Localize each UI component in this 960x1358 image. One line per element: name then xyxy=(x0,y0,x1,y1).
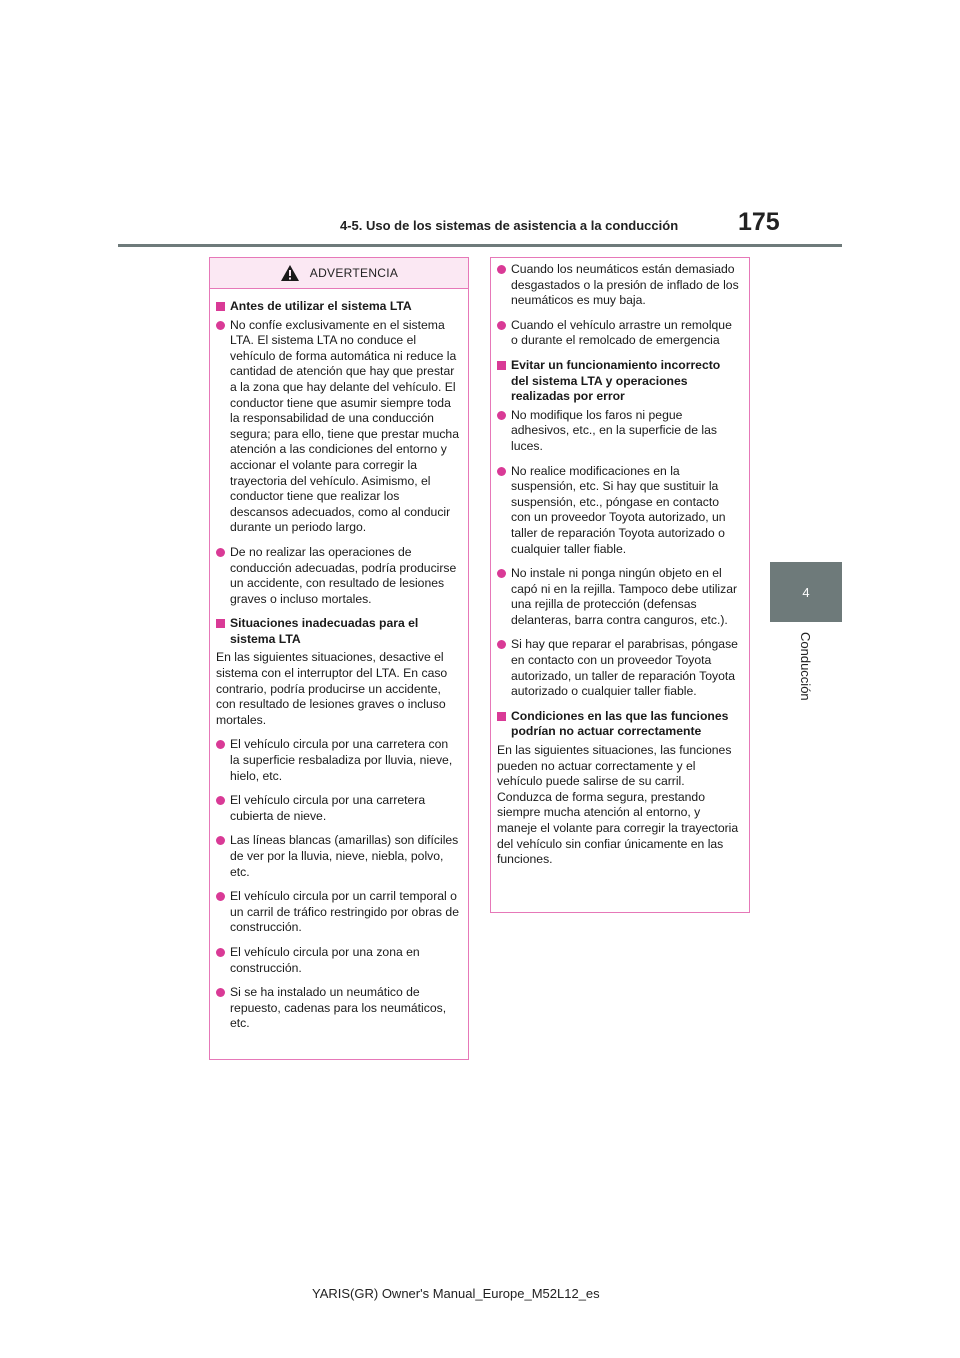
section-heading: Situaciones inadecuadas para el sistema LTA xyxy=(216,616,460,647)
bullet-item: El vehículo circula por una zona en construcción. xyxy=(216,945,460,976)
footer-manual-id: YARIS(GR) Owner's Manual_Europe_M52L12_es xyxy=(312,1286,600,1301)
chapter-tab xyxy=(770,562,842,622)
bullet-item: No confíe exclusivamente en el sistema LTA. El sistema LTA no conduce el vehículo de forma automática ni reduce la cantidad de atención que hay que prestar a la zona que hay delante del vehículo. El conductor tiene que asumir siempre toda la responsabilidad de una conducción segura; para ello, tiene que prestar mucha atención a las condiciones del entorno y accionar el volante para corregir la trayectoria del vehículo. Asimismo, el conductor tiene que realizar los descansos adecuados, como al conducir durante un periodo largo. xyxy=(216,318,460,536)
section-heading: Antes de utilizar el sistema LTA xyxy=(216,299,460,315)
section-title: 4-5. Uso de los sistemas de asistencia a la conducción xyxy=(340,218,679,233)
header-rule xyxy=(118,244,842,247)
page-number: 175 xyxy=(738,208,780,236)
warning-box-left xyxy=(209,257,469,1060)
bullet-item: No modifique los faros ni pegue adhesivos, etc., en la superficie de las luces. xyxy=(497,408,741,455)
warning-triangle-icon xyxy=(280,264,300,282)
section-heading: Condiciones en las que las funciones podrían no actuar correctamente xyxy=(497,709,741,740)
warning-box-right xyxy=(490,257,750,913)
bullet-item: Cuando el vehículo arrastre un remolque o durante el remolcado de emergencia xyxy=(497,318,741,349)
section-heading: Evitar un funcionamiento incorrecto del sistema LTA y operaciones realizadas por error xyxy=(497,358,741,405)
paragraph: En las siguientes situaciones, las funciones pueden no actuar correctamente y el vehículo puede salirse de su carril. Conduzca de forma segura, prestando siempre mucha atención al entorno, y maneje el volante para corregir la trayectoria del vehículo sin confiar únicamente en las funciones. xyxy=(497,743,739,867)
paragraph: En las siguientes situaciones, desactive el sistema con el interruptor del LTA. En caso contrario, podría producirse un accidente, con resultado de lesiones graves o incluso mortales. xyxy=(216,650,448,727)
bullet-item: Si se ha instalado un neumático de repuesto, cadenas para los neumáticos, etc. xyxy=(216,985,460,1032)
bullet-item: El vehículo circula por una carretera cubierta de nieve. xyxy=(216,793,460,824)
bullet-item: Si hay que reparar el parabrisas, póngase en contacto con un proveedor Toyota autorizado, un taller de reparación Toyota autorizado o cualquier taller fiable. xyxy=(497,637,741,699)
bullet-item: No realice modificaciones en la suspensión, etc. Si hay que sustituir la suspensión, etc., póngase en contacto con un proveedor Toyota autorizado, un taller de reparación Toyota autorizado o cualquier taller fiable. xyxy=(497,464,741,558)
bullet-item: De no realizar las operaciones de conducción adecuadas, podría producirse un accidente, con resultado de lesiones graves o incluso mortales. xyxy=(216,545,460,607)
bullet-item: El vehículo circula por una carretera con la superficie resbaladiza por lluvia, nieve, hielo, etc. xyxy=(216,737,460,784)
bullet-item: Cuando los neumáticos están demasiado desgastados o la presión de inflado de los neumáticos es muy baja. xyxy=(497,262,741,309)
chapter-number: 4 xyxy=(802,584,810,600)
warning-heading: ADVERTENCIA xyxy=(309,266,399,280)
chapter-label: Conducción xyxy=(798,632,813,701)
bullet-item: No instale ni ponga ningún objeto en el capó ni en la rejilla. Tampoco debe utilizar una rejilla de protección (defensas delanteras, barra contra canguros, etc.). xyxy=(497,566,741,628)
bullet-item: El vehículo circula por un carril temporal o un carril de tráfico restringido por obras de construcción. xyxy=(216,889,460,936)
bullet-item: Las líneas blancas (amarillas) son difíciles de ver por la lluvia, nieve, niebla, polvo, etc. xyxy=(216,833,460,880)
warning-header xyxy=(210,258,468,289)
